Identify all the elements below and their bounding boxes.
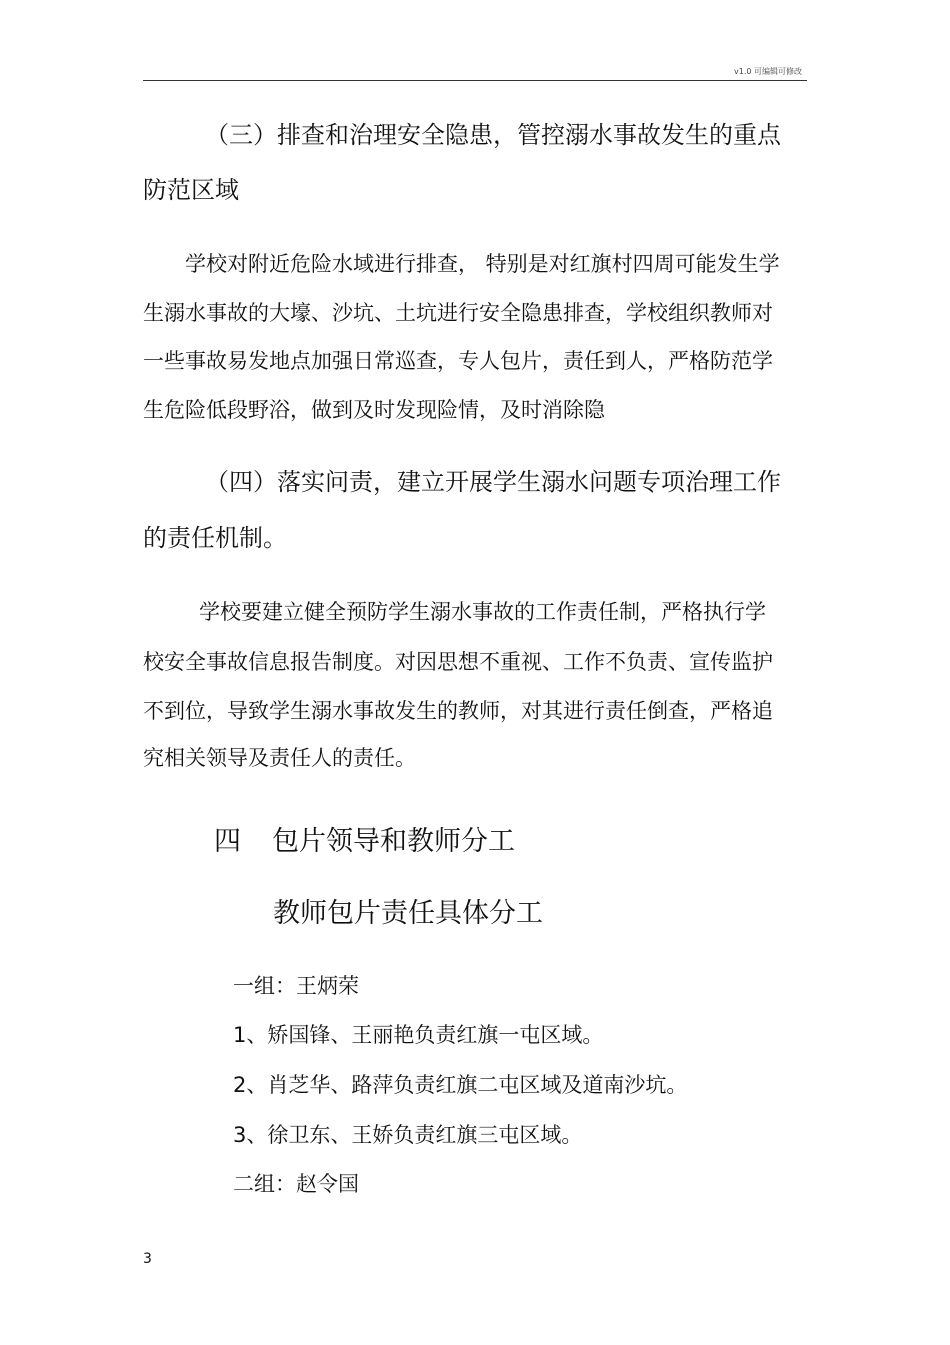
section-4-paragraph-line: 学校要建立健全预防学生溺水事故的工作责任制，严格执行学 <box>199 600 766 624</box>
section-3-heading-line-1: （三）排查和治理安全隐患，管控溺水事故发生的重点 <box>205 121 781 149</box>
assignment-item: 1、矫国锋、王丽艳负责红旗一屯区域。 <box>233 1023 604 1047</box>
assignment-item: 3、徐卫东、王娇负责红旗三屯区域。 <box>233 1123 583 1147</box>
section-4-heading-line-2: 的责任机制。 <box>143 524 287 552</box>
section-3-paragraph-line: 学校对附近危险水域进行排查， 特别是对红旗村四周可能发生学 <box>185 252 780 276</box>
section-4-heading-line-1: （四）落实问责，建立开展学生溺水问题专项治理工作 <box>205 468 781 496</box>
assignment-group-1: 一组：王炳荣 <box>233 974 359 998</box>
header-version-note: v1.0 可编辑可修改 <box>734 67 802 76</box>
section-3-paragraph-line: 一些事故易发地点加强日常巡查，专人包片，责任到人，严格防范学 <box>143 349 773 373</box>
part-4-title: 包片领导和教师分工 <box>272 826 515 857</box>
section-4-paragraph-line: 不到位，导致学生溺水事故发生的教师，对其进行责任倒查，严格追 <box>143 699 773 723</box>
part-4-number: 四 <box>214 826 241 857</box>
section-3-paragraph-line: 生危险低段野浴，做到及时发现险情，及时消除隐 <box>143 398 605 422</box>
page-number: 3 <box>143 1251 152 1267</box>
section-4-paragraph-line: 校安全事故信息报告制度。对因思想不重视、工作不负责、宣传监护 <box>143 650 773 674</box>
assignment-item: 2、肖芝华、路萍负责红旗二屯区域及道南沙坑。 <box>233 1073 688 1097</box>
section-3-heading-line-2: 防范区域 <box>143 176 239 204</box>
part-4-subtitle: 教师包片责任具体分工 <box>273 898 543 929</box>
section-4-paragraph-line: 究相关领导及责任人的责任。 <box>143 746 416 770</box>
assignment-group-2: 二组：赵令国 <box>233 1172 359 1196</box>
section-3-paragraph-line: 生溺水事故的大壕、沙坑、土坑进行安全隐患排查，学校组织教师对 <box>143 301 773 325</box>
header-rule <box>143 80 807 81</box>
